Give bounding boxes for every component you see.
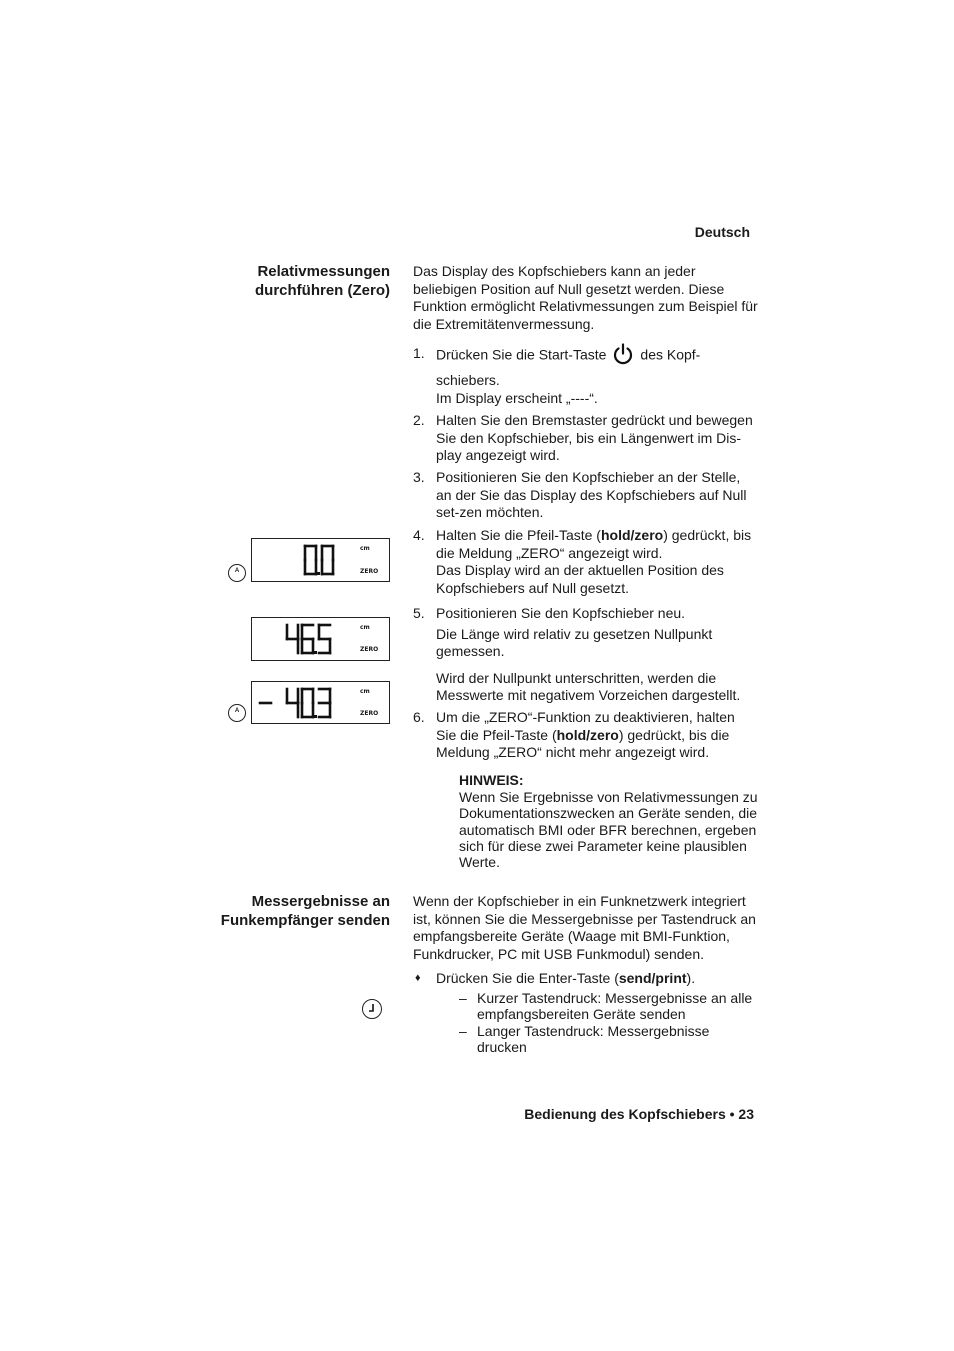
display-negative	[251, 681, 390, 724]
display-zero-label: ZERO	[360, 568, 379, 575]
display-zero-label: ZERO	[360, 710, 379, 717]
section-title-line: durchführen (Zero)	[255, 282, 390, 299]
send-bullet	[413, 970, 758, 990]
button-letter: A	[234, 568, 240, 574]
step-text: Drücken Sie die Start-Taste	[436, 346, 607, 363]
step-number: 6.	[413, 709, 425, 725]
bullet-text: Drücken Sie die Enter-Taste (	[436, 970, 619, 986]
step-text: Positionieren Sie den Kopfschieber an der Stelle, an der Sie das Display des Kopfschiebers auf Null set-zen möchten.	[436, 469, 747, 520]
enter-key-icon	[362, 999, 382, 1019]
step-3	[413, 469, 758, 523]
lcd-decimal-point	[317, 572, 320, 575]
display-unit: cm	[360, 545, 370, 552]
bullet-text: ).	[686, 970, 696, 986]
bullet-diamond: ♦	[415, 972, 421, 984]
note-text: Wenn Sie Ergebnisse von Relativmessungen zu Dokumentationszwecken an Geräte senden, die automatisch BMI oder BFR berechnen, ergeben sich für diese zwei Parameter keine plausiblen Werte.	[459, 789, 758, 871]
lcd-decimal-point	[314, 715, 317, 718]
subitem-text: Kurzer Tastendruck: Messergebnisse an alle empfangsbereiten Geräte senden	[477, 990, 753, 1022]
step-text: Positionieren Sie den Kopfschieber neu.	[436, 605, 686, 621]
key-name: hold/zero	[556, 726, 619, 743]
power-icon	[612, 343, 634, 365]
page-footer: Bedienung des Kopfschiebers • 23	[524, 1106, 754, 1122]
step-number: 3.	[413, 469, 425, 485]
step-text: des Kopf-	[640, 346, 701, 363]
dash: –	[459, 990, 467, 1006]
step-detail: Das Display wird an der aktuellen Position des Kopfschiebers auf Null gesetzt.	[436, 562, 724, 596]
step-5	[413, 605, 758, 705]
display-unit: cm	[360, 688, 370, 695]
display-zero	[251, 538, 390, 582]
step-text: schiebers.	[436, 372, 500, 388]
hold-zero-button-icon	[228, 564, 246, 582]
step-text: Um die „ZERO“-Funktion zu deaktivieren, halten Sie die Pfeil-Taste (	[436, 709, 735, 743]
step-text: ) gedrückt, bis die Meldung „ZERO“ nicht mehr angezeigt wird.	[436, 726, 730, 760]
note-box	[459, 772, 759, 870]
step-number: 2.	[413, 412, 425, 428]
subitem-text: Langer Tastendruck: Messergebnisse drucken	[477, 1023, 710, 1055]
display-value	[251, 617, 390, 661]
display-unit: cm	[360, 624, 370, 631]
send-subitem	[459, 1023, 759, 1055]
note-title: HINWEIS:	[459, 772, 524, 788]
step-number: 5.	[413, 605, 425, 621]
language-header: Deutsch	[694, 224, 750, 240]
section-title-send-results	[180, 892, 390, 930]
step-text: Halten Sie die Pfeil-Taste (	[436, 527, 601, 543]
section-title-line: Messergebnisse an	[251, 893, 390, 910]
step-detail: Wird der Nullpunkt unterschritten, werden die Messwerte mit negativem Vorzeichen dargestellt.	[436, 669, 741, 703]
step-number: 4.	[413, 527, 425, 543]
step-detail: Die Länge wird relativ zu gesetzen Nullpunkt gemessen.	[436, 625, 713, 659]
step-text: Halten Sie den Bremstaster gedrückt und bewegen Sie den Kopfschieber, bis ein Längenwert im Dis-play angezeigt wird.	[436, 412, 753, 463]
send-subitem	[459, 990, 759, 1022]
step-2	[413, 412, 758, 466]
display-zero-label: ZERO	[360, 646, 379, 653]
step-1	[413, 345, 758, 407]
key-name: hold/zero	[600, 527, 664, 543]
dash: –	[459, 1023, 467, 1039]
send-intro-paragraph: Wenn der Kopfschieber in ein Funknetzwerk integriert ist, können Sie die Messergebnisse per Tastendruck an empfangsbereite Geräte (Waage mit BMI-Funktion, Funkdrucker, PC mit USB Funkmodul) senden.	[413, 893, 756, 962]
key-name: send/print	[618, 970, 687, 986]
step-number: 1.	[413, 345, 425, 361]
step-detail: Im Display erscheint „----“.	[436, 389, 598, 406]
section-title-line: Funkempfänger senden	[220, 912, 390, 929]
step-text: ) gedrückt, bis die Meldung „ZERO“ angezeigt wird.	[436, 527, 752, 561]
step-6	[413, 709, 758, 765]
section-title-line: Relativmessungen	[257, 263, 390, 280]
hold-zero-button-icon	[228, 704, 246, 722]
lcd-decimal-point	[314, 651, 317, 654]
step-4	[413, 527, 758, 601]
intro-paragraph: Das Display des Kopfschiebers kann an jeder beliebigen Position auf Null gesetzt werden. Diese Funktion ermöglicht Relativmessungen zum Beispiel für die Extremitätenvermessung.	[413, 263, 758, 332]
button-letter: A	[234, 708, 240, 714]
section-title-relative-measurements	[180, 262, 390, 300]
